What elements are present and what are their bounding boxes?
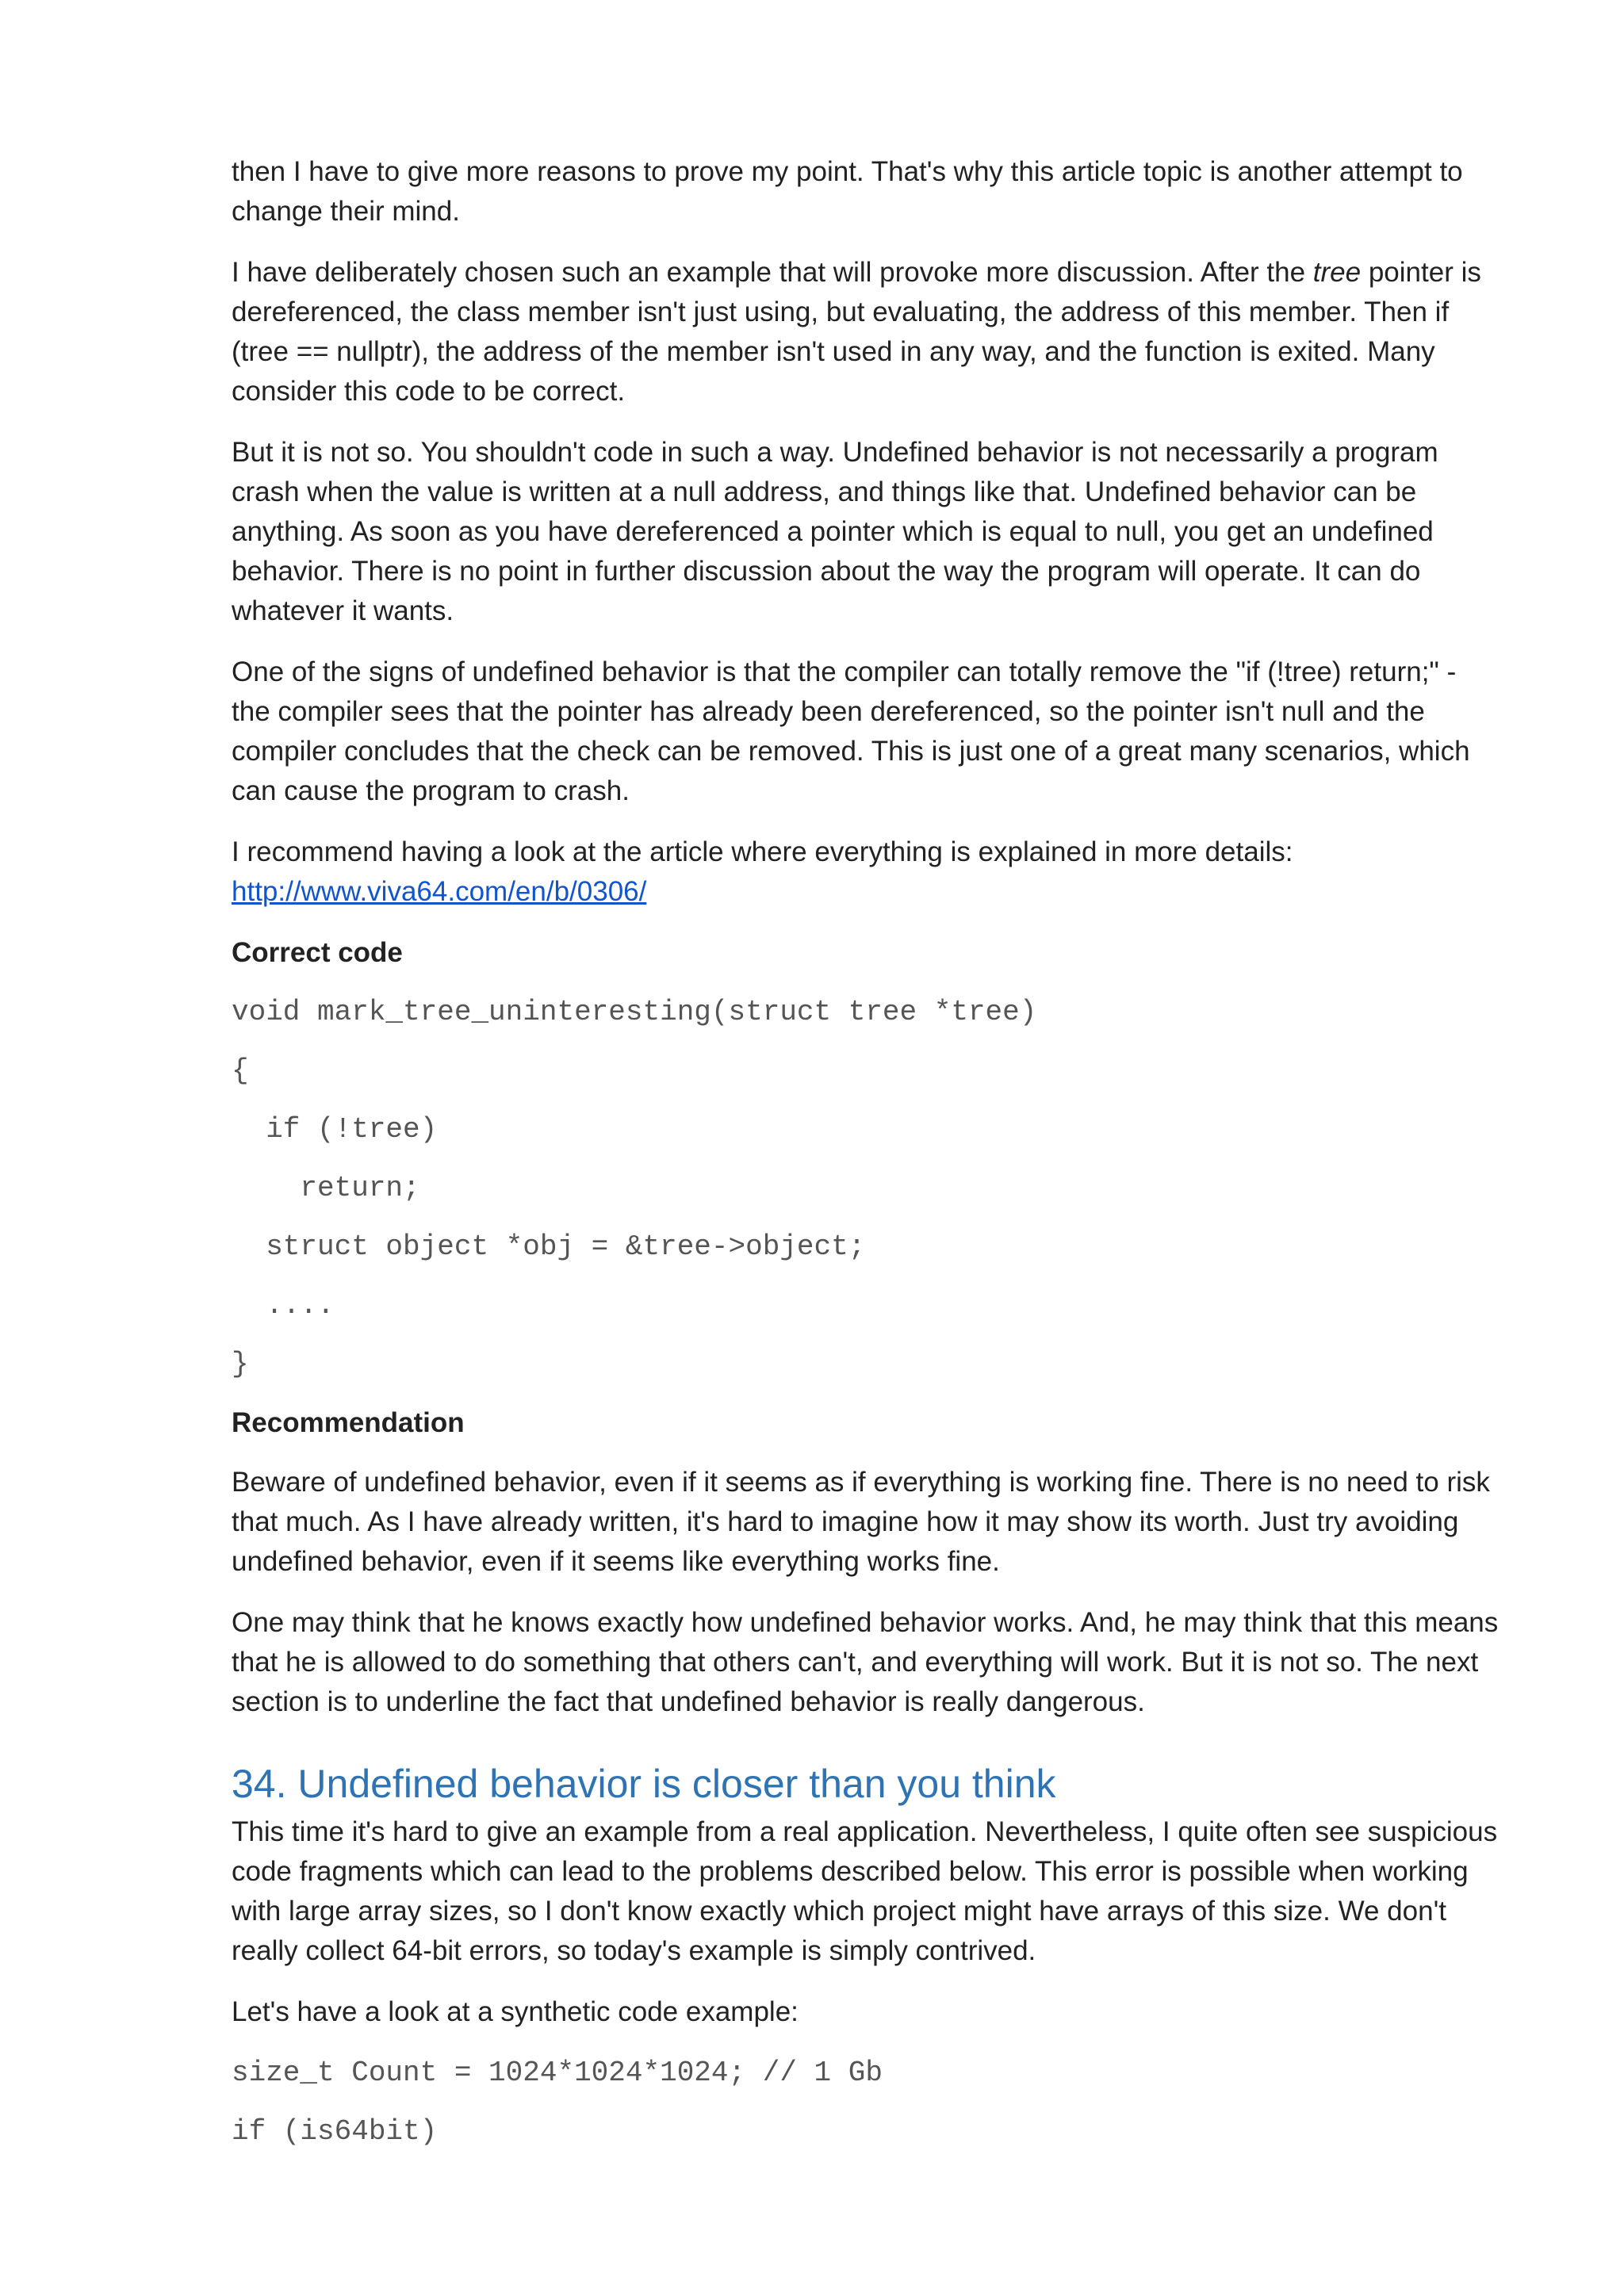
paragraph-text: pointer is dereferenced, the class member isn't just using, but evaluating, the address of this member. Then if (tree == nullptr), the address of the member isn't used in any way, and the function is exited. Many consider this code to be correct.	[232, 257, 1481, 407]
code-line: if (!tree)	[232, 1113, 438, 1146]
paragraph: One may think that he knows exactly how undefined behavior works. And, he may think that this means that he is allowed to do something that others can't, and everything will work. But it is not so. The next section is to underline the fact that undefined behavior is really dangerous.	[232, 1607, 1499, 1717]
subheading-recommendation: Recommendation	[232, 1407, 465, 1438]
subheading-correct-code: Correct code	[232, 937, 403, 968]
paragraph-text: I have deliberately chosen such an example that will provoke more discussion. After the	[232, 257, 1313, 288]
code-line: {	[232, 1054, 249, 1087]
paragraph	[232, 832, 1500, 912]
paragraph-text: I recommend having a look at the article where everything is explained in more details:	[232, 836, 1293, 867]
emphasis-text: tree	[1312, 257, 1362, 288]
paragraph: then I have to give more reasons to prove my point. That's why this article topic is another attempt to change their mind.	[232, 156, 1463, 227]
code-line: ....	[232, 1289, 335, 1322]
code-line: return;	[232, 1172, 420, 1204]
paragraph: One of the signs of undefined behavior is that the compiler can totally remove the "if (!tree) return;" - the compiler sees that the pointer has already been dereferenced, so the pointer isn't null and the compiler concludes that the check can be removed. This is just one of a great many scenarios, which can cause the program to crash.	[232, 656, 1470, 806]
section-heading: 34. Undefined behavior is closer than you think	[232, 1762, 1056, 1806]
paragraph: This time it's hard to give an example from a real application. Nevertheless, I quite often see suspicious code fragments which can lead to the problems described below. This error is possible when working with large array sizes, so I don't know exactly which project might have arrays of this size. We don't really collect 64-bit errors, so today's example is simply contrived.	[232, 1816, 1498, 1966]
code-line: }	[232, 1348, 249, 1380]
code-line: struct object *obj = &tree->object;	[232, 1230, 866, 1263]
code-line: size_t Count = 1024*1024*1024; // 1 Gb	[232, 2057, 883, 2089]
paragraph: Let's have a look at a synthetic code example:	[232, 1996, 799, 2027]
code-line: void mark_tree_uninteresting(struct tree *tree)	[232, 996, 1037, 1028]
article-link[interactable]: http://www.viva64.com/en/b/0306/	[232, 876, 647, 907]
code-line: if (is64bit)	[232, 2115, 438, 2148]
paragraph: But it is not so. You shouldn't code in such a way. Undefined behavior is not necessarily a program crash when the value is written at a null address, and things like that. Undefined behavior can be anything. As soon as you have dereferenced a pointer which is equal to null, you get an undefined behavior. There is no point in further discussion about the way the program will operate. It can do whatever it wants.	[232, 437, 1438, 626]
paragraph	[232, 253, 1500, 411]
paragraph: Beware of undefined behavior, even if it seems as if everything is working fine. There is no need to risk that much. As I have already written, it's hard to imagine how it may show its worth. Just try avoiding undefined behavior, even if it seems like everything works fine.	[232, 1467, 1490, 1577]
